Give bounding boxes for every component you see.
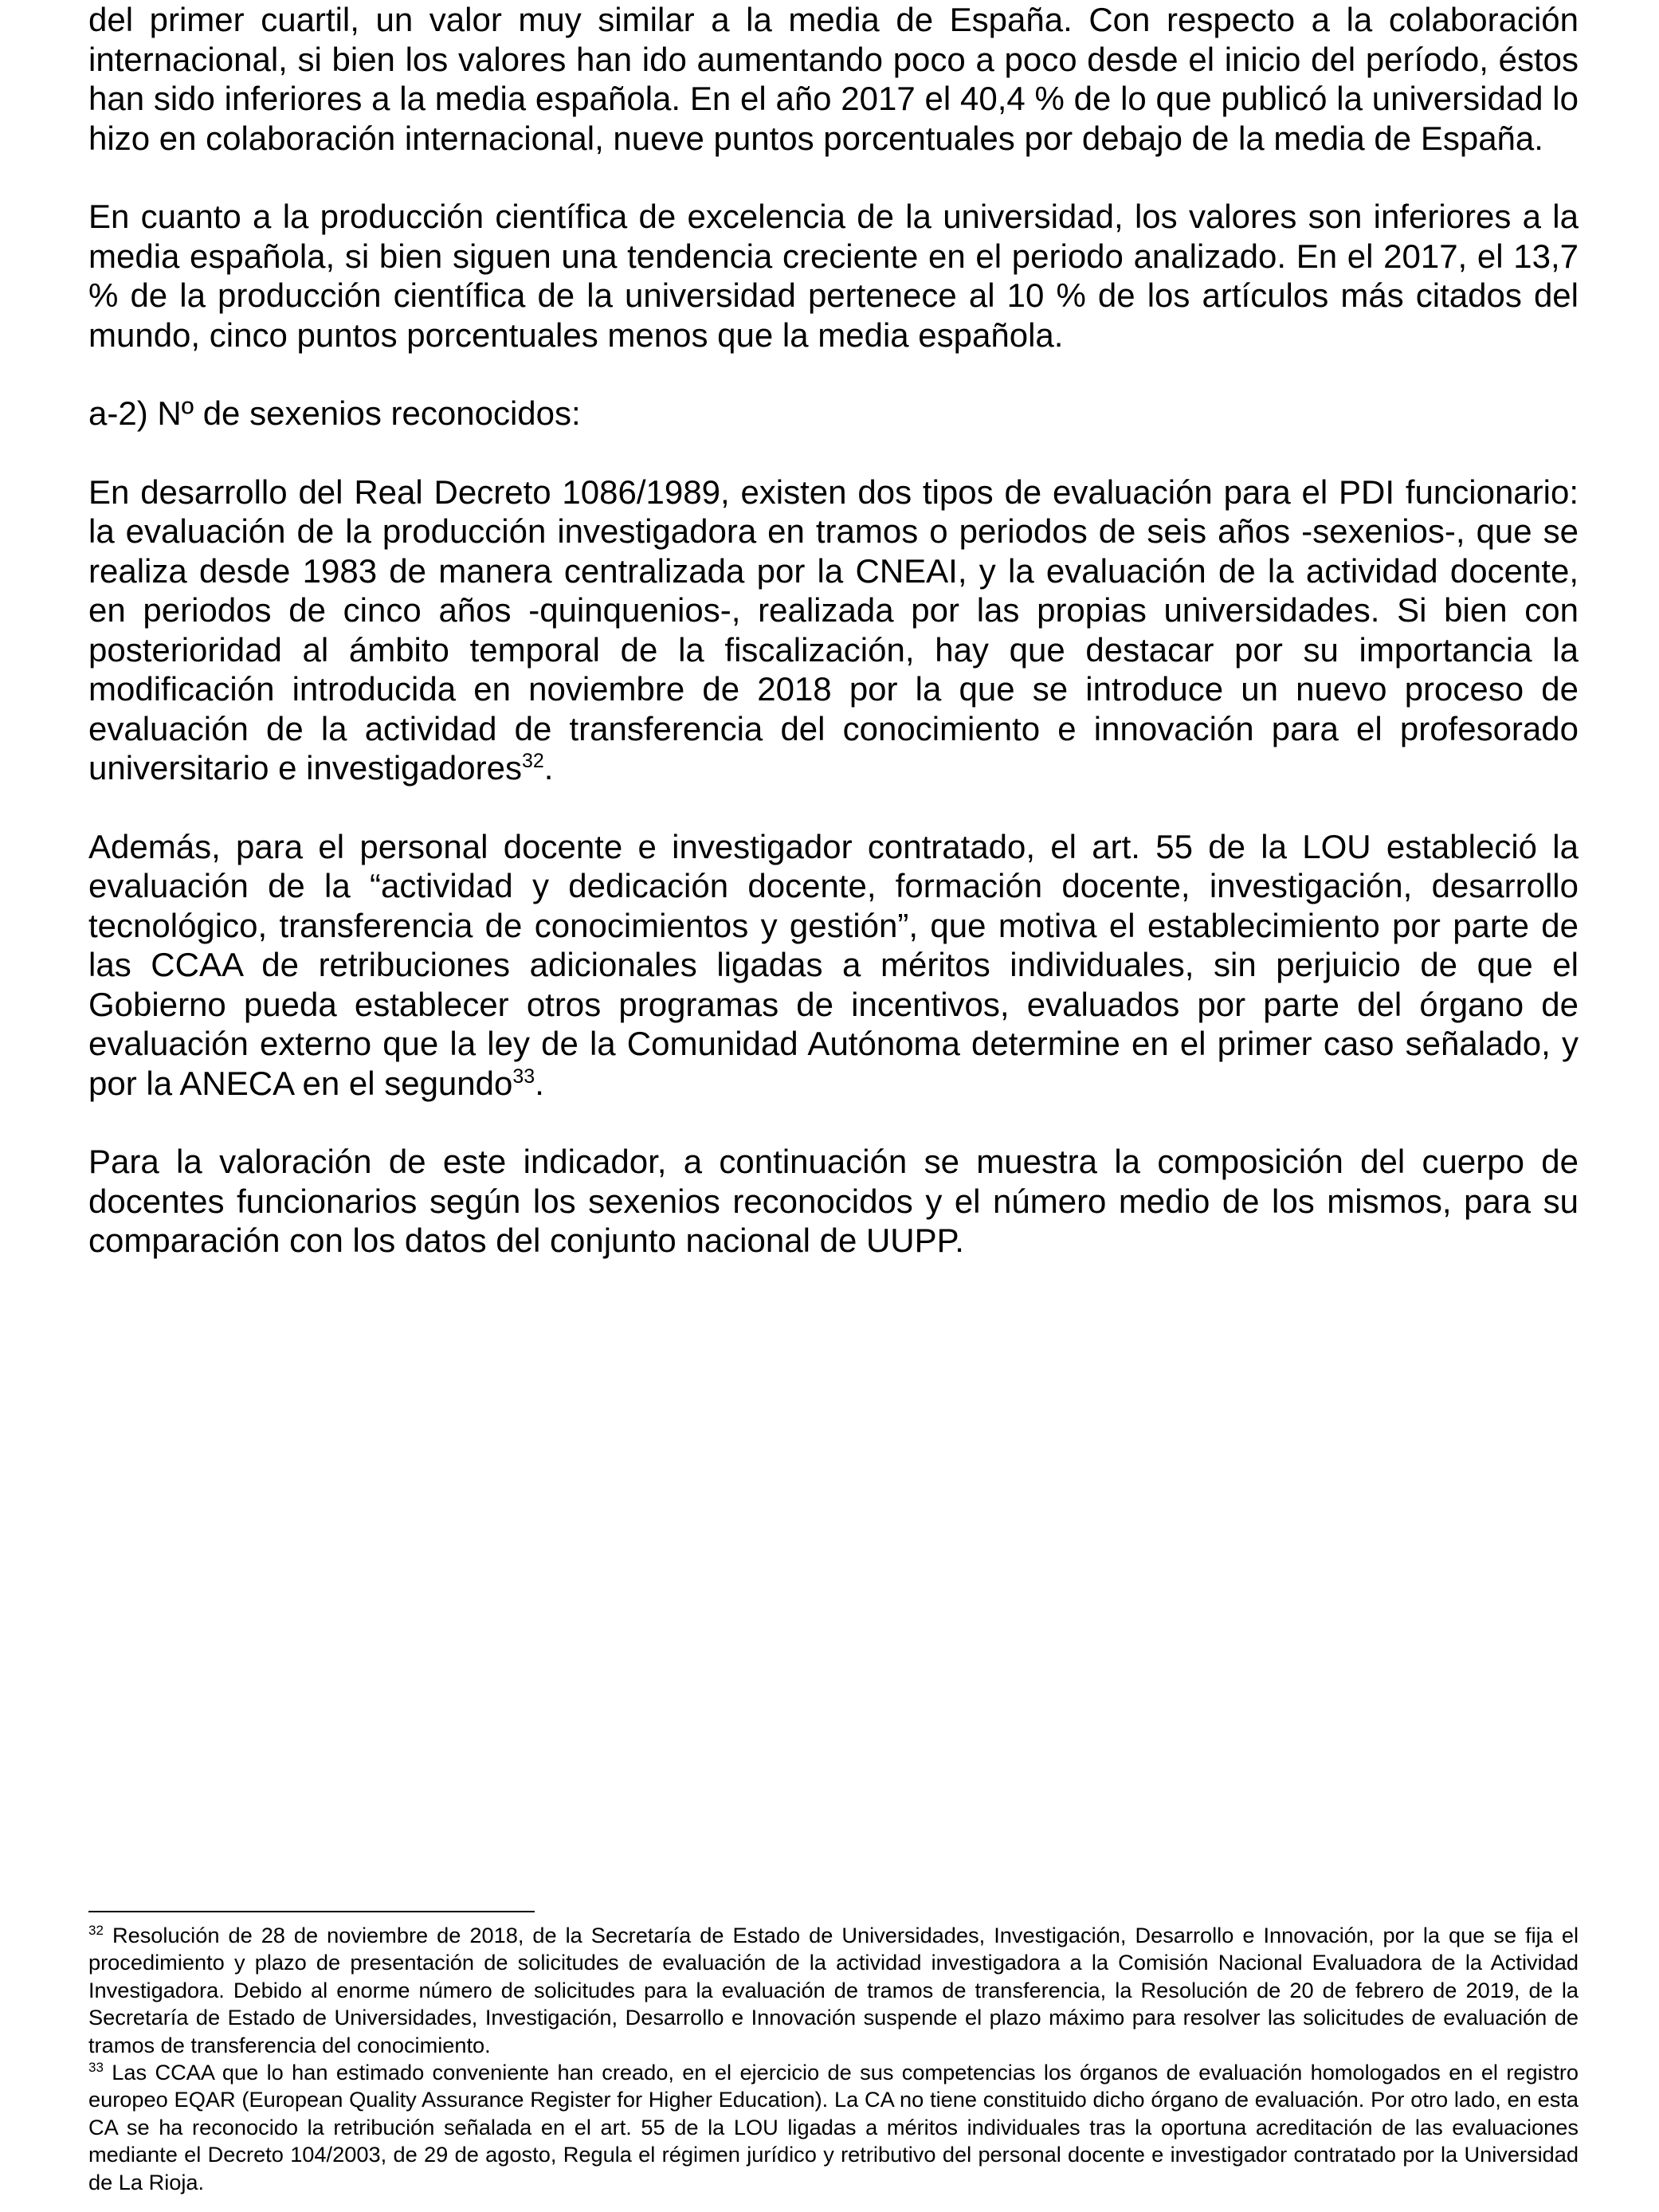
paragraph-valoracion-indicador: Para la valoración de este indicador, a continuación se muestra la composición del cuerpo de docentes funcionarios según los sexenios reconocidos y el número medio de los mismos, para su comparación con los datos del conjunto nacional de UUPP.	[88, 1143, 1579, 1259]
paragraph-personal-contratado-text: Además, para el personal docente e investigador contratado, el art. 55 de la LOU estableció la evaluación de la “actividad y dedicación docente, formación docente, investigación, desarrollo tecnológico, transferencia de conocimientos y gestión”, que motiva el establecimiento por parte de las CCAA de retribuciones adicionales ligadas a méritos individuales, sin perjuicio de que el Gobierno pueda establecer otros programas de incentivos, evaluados por parte del órgano de evaluación externo que la ley de la Comunidad Autónoma determine en el primer caso señalado, y por la ANECA en el segundo	[88, 827, 1579, 1102]
footnote-number: 33	[88, 2059, 104, 2075]
footnote-32	[88, 1922, 1579, 2059]
paragraph-end-punctuation: .	[535, 1064, 544, 1102]
body-text	[88, 0, 1579, 1300]
footnote-ref-32[interactable]: 32	[521, 750, 544, 772]
paragraph-personal-contratado	[88, 827, 1579, 1104]
paragraph-end-punctuation: .	[543, 749, 554, 786]
footnote-33	[88, 2059, 1579, 2196]
footnotes	[88, 1922, 1579, 2196]
section-heading-sexenios: a-2) Nº de sexenios reconocidos:	[88, 394, 581, 432]
footnote-number: 32	[88, 1922, 104, 1938]
footnote-ref-33[interactable]: 33	[512, 1065, 535, 1088]
footnote-text: Las CCAA que lo han estimado conveniente han creado, en el ejercicio de sus competencias los órganos de evaluación homologados en el registro europeo EQAR (European Quality Assurance Register for Higher Education). La CA no tiene constituido dicho órgano de evaluación. Por otro lado, en esta CA se ha reconocido la retribución señalada en el art. 55 de la LOU ligadas a méritos individuales tras la oportuna acreditación de las evaluaciones mediante el Decreto 104/2003, de 29 de agosto, Regula el régimen jurídico y retributivo del personal docente e investigador contratado por la Universidad de La Rioja.	[88, 2060, 1579, 2194]
footnote-separator	[88, 1911, 535, 1912]
paragraph-colaboracion-internacional: del primer cuartil, un valor muy similar a la media de España. Con respecto a la colaboración internacional, si bien los valores han ido aumentando poco a poco desde el inicio del período, éstos han sido inferiores a la media española. En el año 2017 el 40,4 % de lo que publicó la universidad lo hizo en colaboración internacional, nueve puntos porcentuales por debajo de la media de España.	[88, 1, 1579, 157]
paragraph-produccion-excelencia: En cuanto a la producción científica de excelencia de la universidad, los valores son inferiores a la media española, si bien siguen una tendencia creciente en el periodo analizado. En el 2017, el 13,7 % de la producción científica de la universidad pertenece al 10 % de los artículos más citados del mundo, cinco puntos porcentuales menos que la media española.	[88, 198, 1579, 354]
paragraph-real-decreto	[88, 473, 1579, 788]
footnote-text: Resolución de 28 de noviembre de 2018, de la Secretaría de Estado de Universidades, Investigación, Desarrollo e Innovación, por la que se fija el procedimiento y plazo de presentación de solicitudes de evaluación de la actividad investigadora a la Comisión Nacional Evaluadora de la Actividad Investigadora. Debido al enorme número de solicitudes para la evaluación de tramos de transferencia, la Resolución de 20 de febrero de 2019, de la Secretaría de Estado de Universidades, Investigación, Desarrollo e Innovación suspende el plazo máximo para resolver las solicitudes de evaluación de tramos de transferencia del conocimiento.	[88, 1923, 1579, 2057]
paragraph-real-decreto-text: En desarrollo del Real Decreto 1086/1989, existen dos tipos de evaluación para el PDI funcionario: la evaluación de la producción investigadora en tramos o periodos de seis años -sexenios-, que se realiza desde 1983 de manera centralizada por la CNEAI, y la evaluación de la actividad docente, en periodos de cinco años -quinquenios-, realizada por las propias universidades. Si bien con posterioridad al ámbito temporal de la fiscalización, hay que destacar por su importancia la modificación introducida en noviembre de 2018 por la que se introduce un nuevo proceso de evaluación de la actividad de transferencia del conocimiento e innovación para el profesorado universitario e investigadores	[88, 473, 1579, 786]
